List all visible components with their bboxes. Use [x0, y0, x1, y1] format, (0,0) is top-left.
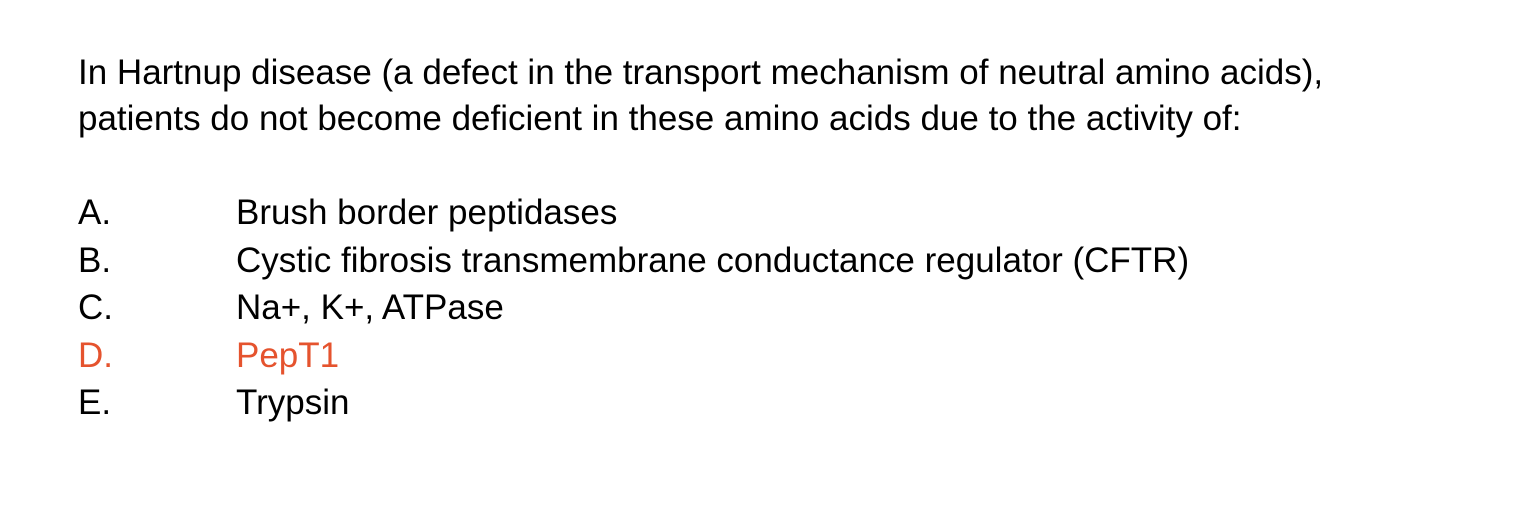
option-d-correct	[78, 332, 1189, 380]
option-text: Brush border peptidases	[236, 193, 618, 232]
option-b	[78, 237, 1189, 285]
option-c	[78, 284, 1189, 332]
option-letter: A.	[78, 193, 112, 232]
option-letter: C.	[78, 288, 113, 327]
question-text	[78, 50, 1498, 142]
option-text: PepT1	[236, 335, 340, 375]
option-e	[78, 379, 1189, 427]
option-letter: B.	[78, 240, 112, 280]
question-line-2: patients do not become deficient in these amino acids due to the activity of:	[78, 99, 1242, 138]
answer-options	[78, 189, 1189, 427]
option-text: Cystic fibrosis transmembrane conductance regulator (CFTR)	[236, 240, 1190, 280]
question-line-1: In Hartnup disease (a defect in the transport mechanism of neutral amino acids),	[78, 53, 1324, 92]
option-letter: E.	[78, 383, 112, 422]
option-letter: D.	[78, 335, 113, 375]
option-text: Na+, K+, ATPase	[236, 288, 504, 327]
option-text: Trypsin	[236, 383, 350, 422]
option-a	[78, 189, 1189, 237]
